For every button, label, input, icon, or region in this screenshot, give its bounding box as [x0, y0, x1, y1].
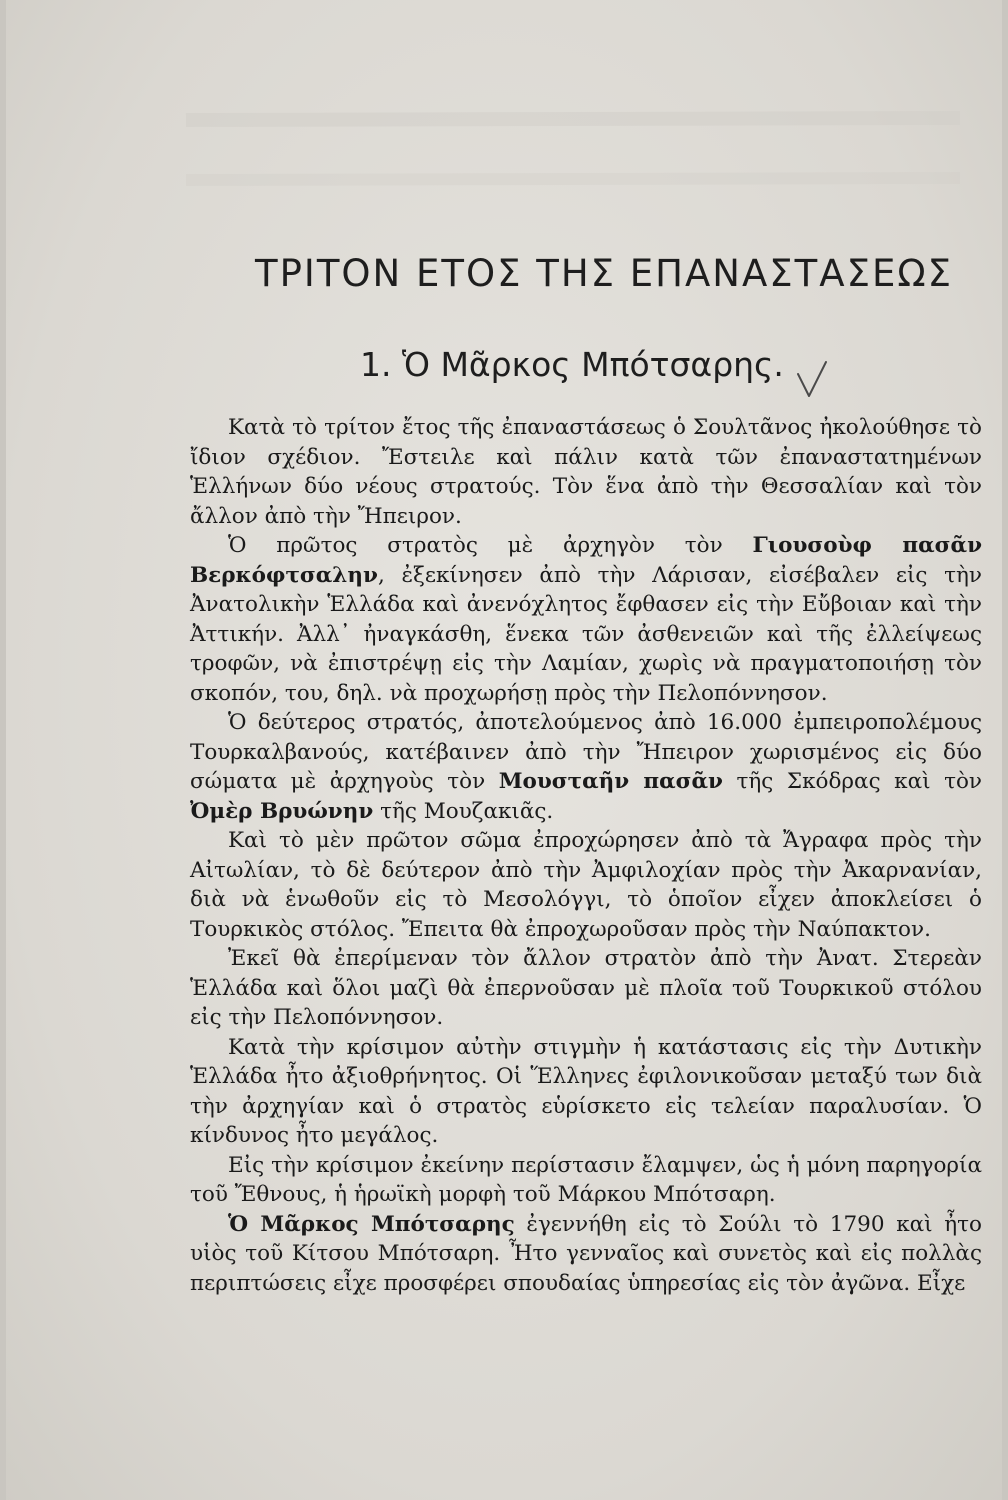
paragraph	[190, 1151, 982, 1210]
paragraph	[190, 413, 982, 531]
text-run: Ἐκεῖ θὰ ἐπερίμεναν τὸν ἄλλον στρατὸν ἀπὸ τὴν Ἀνατ. Στερεὰν Ἑλλάδα καὶ ὅλοι μαζὶ θὰ ἐπερνοῦσαν μὲ πλοῖα τοῦ Τουρκικοῦ στόλου εἰς τὴν Πελοπόννησον.	[190, 946, 982, 1030]
body-text	[190, 413, 982, 1298]
text-run: τῆς Σκόδρας καὶ τὸν	[722, 769, 982, 794]
handwritten-check-mark-icon	[795, 360, 829, 400]
text-run: τῆς Μουζακιᾶς.	[373, 798, 554, 824]
text-run: Ὁ πρῶτος στρατὸς μὲ ἀρχηγὸν τὸν	[228, 533, 753, 558]
text-run: Ὁ δεύτερος στρατός, ἀποτελούμενος ἀπὸ 16.000 ἐμπειροπολέμους Τουρκαλβανούς, κατέβαινεν ἀπὸ τὴν Ἤπειρον χωρισμένος εἰς δύο σώματα μὲ ἀρχηγοὺς τὸν	[190, 710, 982, 794]
paragraph	[190, 1210, 982, 1299]
bold-name: Ὀμὲρ Βρυώνην	[190, 798, 374, 824]
paragraph	[190, 826, 982, 944]
text-run: Εἰς τὴν κρίσιμον ἐκείνην περίστασιν ἔλαμψεν, ὡς ἡ μόνη παρηγορία τοῦ Ἔθνους, ἡ ἡρωϊκὴ μορφὴ τοῦ Μάρκου Μπότσαρη.	[190, 1152, 982, 1207]
bold-name: Ὁ Μᾶρκος Μπότσαρης	[228, 1211, 515, 1237]
paragraph	[190, 1033, 982, 1151]
text-run: Καὶ τὸ μὲν πρῶτον σῶμα ἐπροχώρησεν ἀπὸ τὰ Ἄγραφα πρὸς τὴν Αἰτωλίαν, τὸ δὲ δεύτερον ἀπὸ τὴν Ἀμφιλοχίαν πρὸς τὴν Ἀκαρνανίαν, διὰ νὰ ἑνωθοῦν εἰς τὸ Μεσολόγγι, τὸ ὁποῖον εἶχεν ἀποκλείσει ὁ Τουρκικὸς στόλος. Ἔπειτα θὰ ἐπροχωροῦσαν πρὸς τὴν Ναύπακτον.	[190, 828, 982, 942]
section-heading: 1. Ὁ Μᾶρκος Μπότσαρης.	[360, 345, 784, 384]
text-run: ἐγεννήθη εἰς τὸ Σούλι τὸ 1790 καὶ ἦτο υἱὸς τοῦ Κίτσου Μπότσαρη. Ἦτο γενναῖος καὶ συνετὸς καὶ εἰς πολλὰς περιπτώσεις εἶχε προσφέρει σπουδαίας ὑπηρεσίας εἰς τὸν ἀγῶνα. Εἶχε	[190, 1211, 982, 1296]
bold-name: Μουσταῆν πασᾶν	[498, 769, 723, 794]
bold-name: Γιουσοὺφ πασᾶν Βερκόφτσαλην	[190, 533, 982, 588]
text-run: , ἐξεκίνησεν ἀπὸ τὴν Λάρισαν, εἰσέβαλεν εἰς τὴν Ἀνατολικὴν Ἑλλάδα καὶ ἀνενόχλητος ἔφθασεν εἰς τὴν Εὔβοιαν καὶ τὴν Ἀττικήν. Ἀλλ᾽ ἠναγκάσθη, ἕνεκα τῶν ἀσθενειῶν καὶ τῆς ἐλλείψεως τροφῶν, νὰ ἐπιστρέψῃ εἰς τὴν Λαμίαν, χωρὶς νὰ πραγματοποιήσῃ τὸν σκοπόν, του, δηλ. νὰ προχωρήσῃ πρὸς τὴν Πελοπόννησον.	[190, 562, 982, 706]
paragraph	[190, 708, 982, 826]
text-run: Κατὰ τὸ τρίτον ἔτος τῆς ἐπαναστάσεως ὁ Σουλτᾶνος ἠκολούθησε τὸ ἴδιον σχέδιον. Ἔστειλε καὶ πάλιν κατὰ τῶν ἐπαναστατημένων Ἑλλήνων δύο νέους στρατούς. Τὸν ἕνα ἀπὸ τὴν Θεσσαλίαν καὶ τὸν ἄλλον ἀπὸ τὴν Ἤπειρον.	[190, 415, 982, 529]
paragraph	[190, 944, 982, 1033]
chapter-heading: ΤΡΙΤΟΝ ΕΤΟΣ ΤΗΣ ΕΠΑΝΑΣΤΑΣΕΩΣ	[255, 252, 953, 295]
paragraph	[190, 531, 982, 708]
text-run: Κατὰ τὴν κρίσιμον αὐτὴν στιγμὴν ἡ κατάστασις εἰς τὴν Δυτικὴν Ἑλλάδα ἦτο ἀξιοθρήνητος. Οἱ Ἕλληνες ἐφιλονικοῦσαν μεταξύ των διὰ τὴν ἀρχηγίαν καὶ ὁ στρατὸς εὑρίσκετο εἰς τελείαν παραλυσίαν. Ὁ κίνδυνος ἦτο μεγάλος.	[190, 1034, 982, 1148]
